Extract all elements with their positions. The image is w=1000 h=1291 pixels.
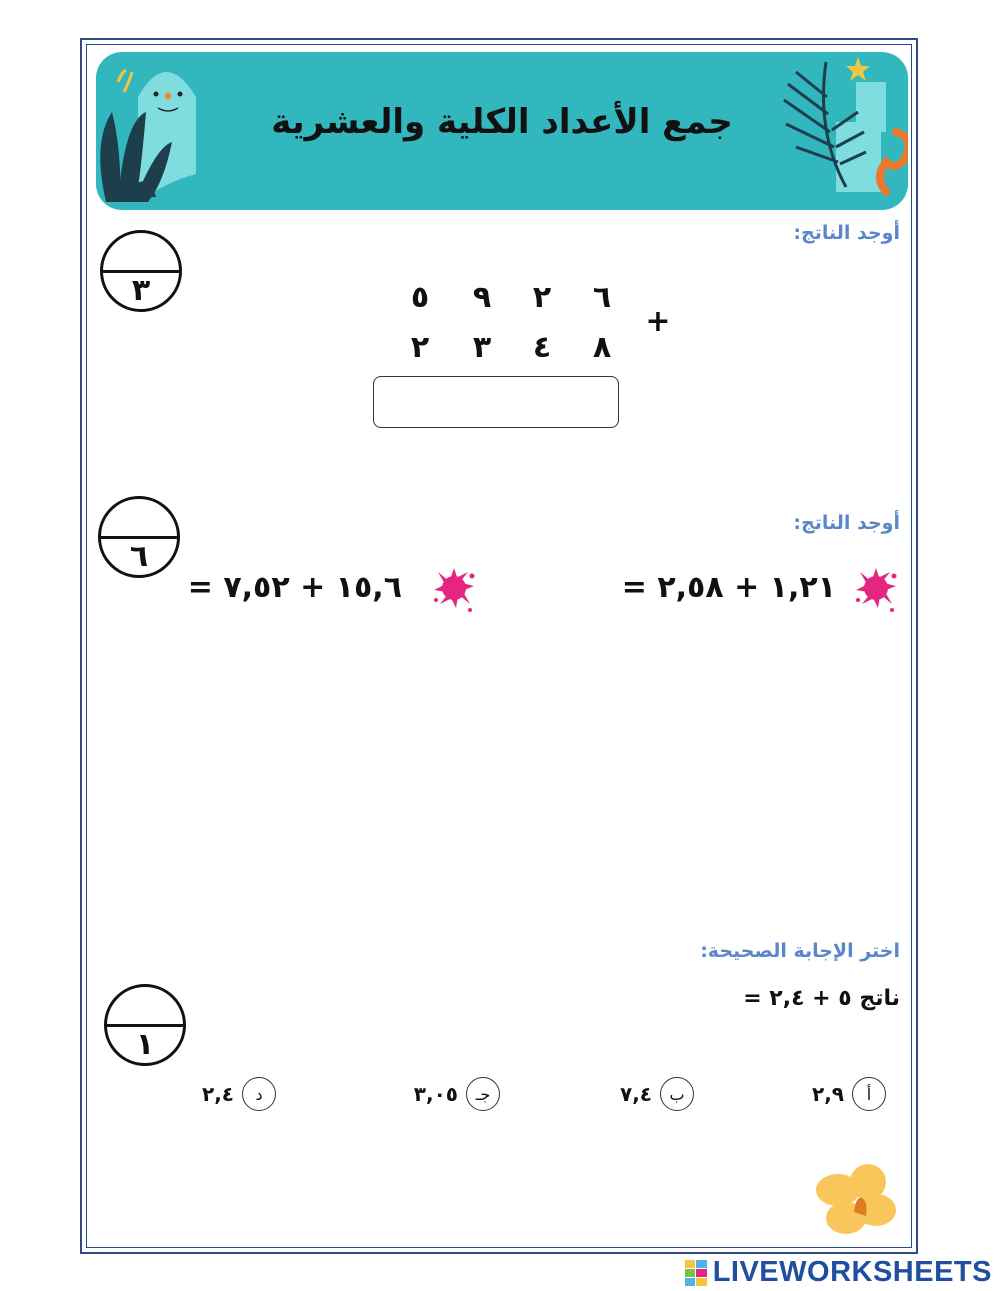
page-frame-inner — [86, 44, 912, 1248]
option-letter: ب — [660, 1077, 694, 1111]
option-d[interactable] — [202, 1076, 276, 1112]
section2-score-circle — [98, 496, 180, 578]
brand-logo-icon — [685, 1260, 707, 1286]
flower-icon — [810, 1160, 900, 1240]
header-banner — [96, 52, 908, 210]
splat-icon — [852, 564, 900, 612]
equation-left: ١٥,٦ + ٧,٥٢ = — [187, 570, 402, 605]
section1-score: ٣ — [131, 273, 151, 308]
addend2-digit: ٣ — [472, 330, 492, 365]
section3-prompt: اختر الإجابة الصحيحة: — [700, 940, 900, 962]
addend2-digit: ٨ — [592, 330, 612, 365]
splat-icon — [430, 564, 478, 612]
section1-prompt: أوجد الناتج: — [793, 222, 900, 244]
option-c[interactable] — [414, 1076, 500, 1112]
addend1-digit: ٥ — [410, 280, 430, 315]
worksheet-title: جمع الأعداد الكلية والعشرية — [271, 102, 733, 142]
option-value: ٢,٤ — [201, 1082, 234, 1106]
addend2-digit: ٤ — [532, 330, 552, 365]
mc-question: ناتج ٥ + ٢,٤ = — [743, 986, 900, 1011]
option-letter: أ — [852, 1077, 886, 1111]
addend1-digit: ٢ — [532, 280, 552, 315]
section2-score: ٦ — [129, 539, 149, 574]
addend2-digit: ٢ — [410, 330, 430, 365]
option-a[interactable] — [812, 1076, 886, 1112]
liveworksheets-brand[interactable] — [685, 1256, 992, 1289]
addend1-digit: ٩ — [472, 280, 492, 315]
section3-score: ١ — [135, 1027, 155, 1062]
section1-score-circle — [100, 230, 182, 312]
option-value: ٧,٤ — [619, 1082, 652, 1106]
equation-right: ١,٢١ + ٢,٥٨ = — [621, 570, 836, 605]
option-letter: د — [242, 1077, 276, 1111]
option-letter: جـ — [466, 1077, 500, 1111]
section3-score-circle — [104, 984, 186, 1066]
addend1-digit: ٦ — [592, 280, 612, 315]
brand-name: LIVEWORKSHEETS — [712, 1256, 992, 1288]
section2-prompt: أوجد الناتج: — [793, 512, 900, 534]
plus-operator: + — [645, 304, 671, 339]
option-value: ٣,٠٥ — [413, 1082, 458, 1106]
option-b[interactable] — [620, 1076, 694, 1112]
option-value: ٢,٩ — [811, 1082, 844, 1106]
sum-answer-input[interactable] — [373, 376, 619, 428]
